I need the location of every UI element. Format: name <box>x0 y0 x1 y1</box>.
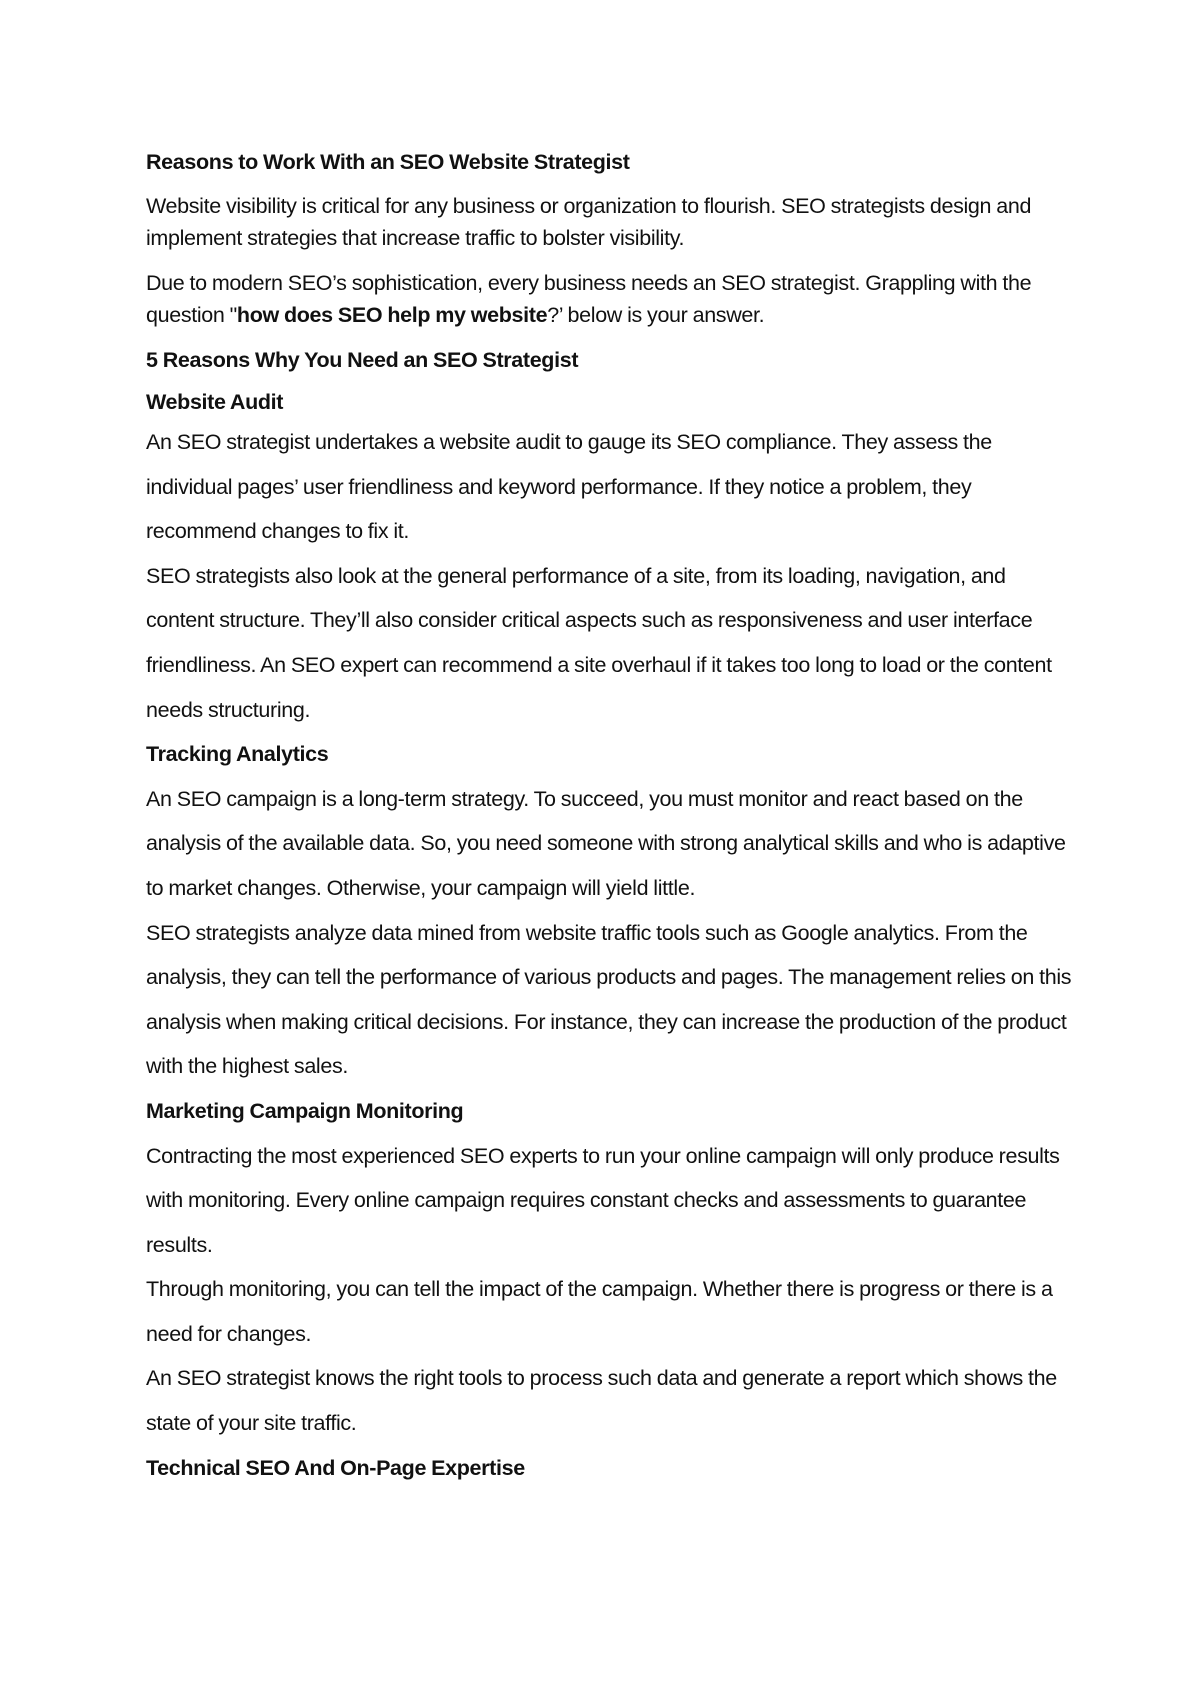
intro-paragraph-1: Website visibility is critical for any business or organization to flourish. SEO strategists design and implement strategies that increase traffic to bolster visibility. <box>146 194 1032 250</box>
campaign-monitoring-paragraph-3: An SEO strategist knows the right tools to process such data and generate a report which shows the state of your site traffic. <box>146 1366 1057 1436</box>
section-heading-website-audit: Website Audit <box>146 390 284 414</box>
section-heading-technical-seo: Technical SEO And On-Page Expertise <box>146 1455 525 1480</box>
section-heading-tracking-analytics: Tracking Analytics <box>146 742 329 767</box>
section-heading-campaign-monitoring: Marketing Campaign Monitoring <box>146 1098 464 1123</box>
intro-text-after: ?’ below is your answer. <box>547 303 765 327</box>
document-title: Reasons to Work With an SEO Website Strategist <box>146 150 630 174</box>
campaign-monitoring-paragraph-2: Through monitoring, you can tell the impact of the campaign. Whether there is progress or there is a need for changes. <box>146 1277 1053 1346</box>
document-body <box>146 146 1076 1490</box>
campaign-monitoring-paragraph-1: Contracting the most experienced SEO experts to run your online campaign will only produce results with monitoring. Every online campaign requires constant checks and assessments to guarantee results. <box>146 1143 1060 1257</box>
tracking-analytics-paragraph-2: SEO strategists analyze data mined from website traffic tools such as Google analytics. From the analysis, they can tell the performance of various products and pages. The management relies on this analysis when making critical decisions. For instance, they can increase the production of the product with the highest sales. <box>146 920 1072 1079</box>
website-audit-paragraph-2: SEO strategists also look at the general performance of a site, from its loading, navigation, and content structure. They’ll also consider critical aspects such as responsiveness and user interface friendliness. An SEO expert can recommend a site overhaul if it takes too long to load or the content needs structuring. <box>146 563 1052 722</box>
intro-text-before: Due to modern SEO’s sophistication, every business needs an SEO strategist. Grappling with the question " <box>146 271 1032 327</box>
tracking-analytics-paragraph-1: An SEO campaign is a long-term strategy. To succeed, you must monitor and react based on the analysis of the available data. So, you need someone with strong analytical skills and who is adaptive to market changes. Otherwise, your campaign will yield little. <box>146 786 1066 900</box>
website-audit-paragraph-1: An SEO strategist undertakes a website audit to gauge its SEO compliance. They assess the individual pages’ user friendliness and keyword performance. If they notice a problem, they recommend changes to fix it. <box>146 430 992 544</box>
intro-bold-link-text: how does SEO help my website <box>236 303 548 327</box>
reasons-heading: 5 Reasons Why You Need an SEO Strategist <box>146 348 579 372</box>
intro-paragraph-2 <box>146 267 1076 331</box>
